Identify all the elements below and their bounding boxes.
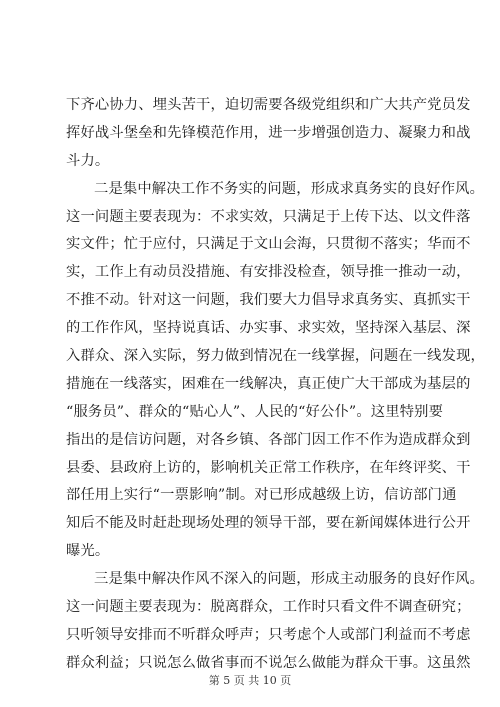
text-line: 措施在一线落实，困难在一线解决，真正使广大干部成为基层的 <box>66 375 471 392</box>
text-line: 斗力。 <box>66 152 110 169</box>
text-line: 不推不动。针对这一问题，我们要大力倡导求真务实、真抓实干 <box>66 292 471 309</box>
text-line: 下齐心协力、埋头苦干，迫切需要各级党组织和广大共产党员发 <box>66 97 471 113</box>
page-number-footer: 第 5 页 共 10 页 <box>208 674 292 687</box>
text-line: 曝光。 <box>66 543 110 560</box>
text-line: 只听领导安排而不听群众呼声；只考虑个人或部门利益而不考虑 <box>66 626 471 643</box>
text-line: 指出的是信访问题，对各乡镇、各部门因工作不作为造成群众到 <box>66 431 471 448</box>
text-line: 挥好战斗堡垒和先锋模范作用，进一步增强创造力、凝聚力和战 <box>66 124 471 141</box>
text-line: 这一问题主要表现为：不求实效，只满足于上传下达、以文件落 <box>66 208 471 225</box>
text-line: 县委、县政府上访的，影响机关正常工作秩序，在年终评奖、干 <box>66 459 471 476</box>
text-line: 这一问题主要表现为：脱离群众，工作时只看文件不调查研究； <box>66 599 471 616</box>
text-line: 入群众、深入实际，努力做到情况在一线掌握，问题在一线发现， <box>66 348 485 365</box>
text-line: 群众利益；只说怎么做省事而不说怎么做能为群众干事。这虽然 <box>66 654 471 671</box>
text-line: 的工作作风，坚持说真话、办实事、求实效，坚持深入基层、深 <box>66 320 471 337</box>
text-line: 实文件；忙于应付，只满足于文山会海，只贯彻不落实；华而不 <box>66 236 471 253</box>
text-line: 部任用上实行“一票影响”制。对已形成越级上访，信访部门通 <box>66 487 457 504</box>
text-line: 实，工作上有动员没措施、有安排没检查，领导推一推动一动， <box>66 264 471 281</box>
paragraph-start-line: 二是集中解决工作不务实的问题，形成求真务实的良好作风。 <box>94 180 485 197</box>
text-line: 知后不能及时赶赴现场处理的领导干部，要在新闻媒体进行公开 <box>66 515 471 532</box>
text-line: “服务员”、群众的“贴心人”、人民的“好公仆”。这里特别要 <box>66 403 444 420</box>
paragraph-start-line: 三是集中解决作风不深入的问题，形成主动服务的良好作风。 <box>94 571 485 588</box>
body-text <box>66 92 485 678</box>
